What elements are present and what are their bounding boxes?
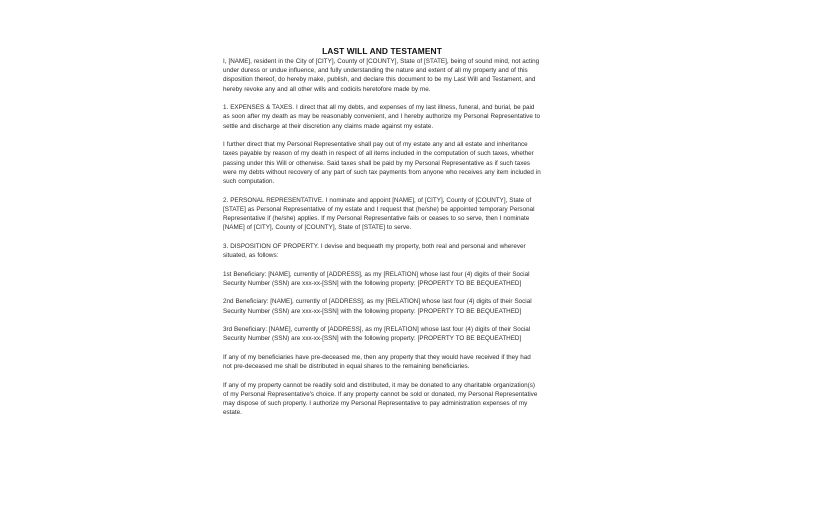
beneficiary-1-paragraph: 1st Beneficiary: [NAME], currently of [ADDRESS], as my [RELATION] whose last four (4) digits of their Social Security Number (SSN) are xxx-xx-[SSN] with the following property: [PROPERTY TO BE BEQUEATHED]: [223, 270, 530, 287]
expenses-taxes-paragraph: 1. EXPENSES & TAXES. I direct that all my debts, and expenses of my last illness, funeral, and burial, be paid as soon after my death as may be reasonably convenient, and I hereby authorize my Personal Representative to settle and discharge at their discretion any claims made against my estate.: [223, 104, 541, 130]
beneficiary-3-paragraph: 3rd Beneficiary: [NAME], currently of [ADDRESS], as my [RELATION] whose last four (4) digits of their Social Security Number (SSN) are xxx-xx-[SSN] with the following property: [PROPERTY TO BE BEQUEATHED]: [223, 326, 531, 343]
disposition-paragraph: 3. DISPOSITION OF PROPERTY. I devise and bequeath my property, both real and personal and wherever situated, as follows:: [223, 242, 526, 260]
document-title: LAST WILL AND TESTAMENT: [322, 46, 442, 56]
will-document: [223, 46, 541, 427]
personal-representative-paragraph: 2. PERSONAL REPRESENTATIVE. I nominate and appoint [NAME], of [CITY], County of [COUNTY], State of [STATE] as Personal Representative of my estate and I request that (he/she) be appointed temporary Personal Representative if (he/she) applies. If my Personal Representative fails or ceases to so serve, then I nominate [NAME] of [CITY], County of [COUNTY], State of [STATE] to serve.: [223, 196, 535, 232]
predeceased-paragraph: If any of my beneficiaries have pre-deceased me, then any property that they would have received if they had not pre-deceased me shall be distributed in equal shares to the remaining beneficiaries.: [223, 354, 531, 371]
beneficiary-2-paragraph: 2nd Beneficiary: [NAME], currently of [ADDRESS], as my [RELATION] whose last four (4) digits of their Social Security Number (SSN) are xxx-xx-[SSN] with the following property: [PROPERTY TO BE BEQUEATHED]: [223, 298, 532, 315]
unsold-property-paragraph: If any of my property cannot be readily sold and distributed, it may be donated to any charitable organization(s) of my Personal Representative's choice. If any property cannot be sold or donated, my Personal Representative may dispose of such property. I authorize my Personal Representative to pay administration expenses of my estate.: [223, 381, 538, 417]
estate-taxes-paragraph: I further direct that my Personal Representative shall pay out of my estate any and all estate and inheritance taxes payable by reason of my death in respect of all items included in the computation of such taxes, whether passing under this Will or otherwise. Said taxes shall be paid by my Personal Representative as if such taxes were my debts without recovery of any part of such tax payments from anyone who receives any item included in such computation.: [223, 141, 541, 186]
intro-paragraph: I, [NAME], resident in the City of [CITY], County of [COUNTY], State of [STATE], being of sound mind, not acting under duress or undue influence, and fully understanding the nature and extent of all my property and of this disposition thereof, do hereby make, publish, and declare this document to be my Last Will and Testament, and hereby revoke any and all other wills and codicils heretofore made by me.: [223, 58, 540, 93]
